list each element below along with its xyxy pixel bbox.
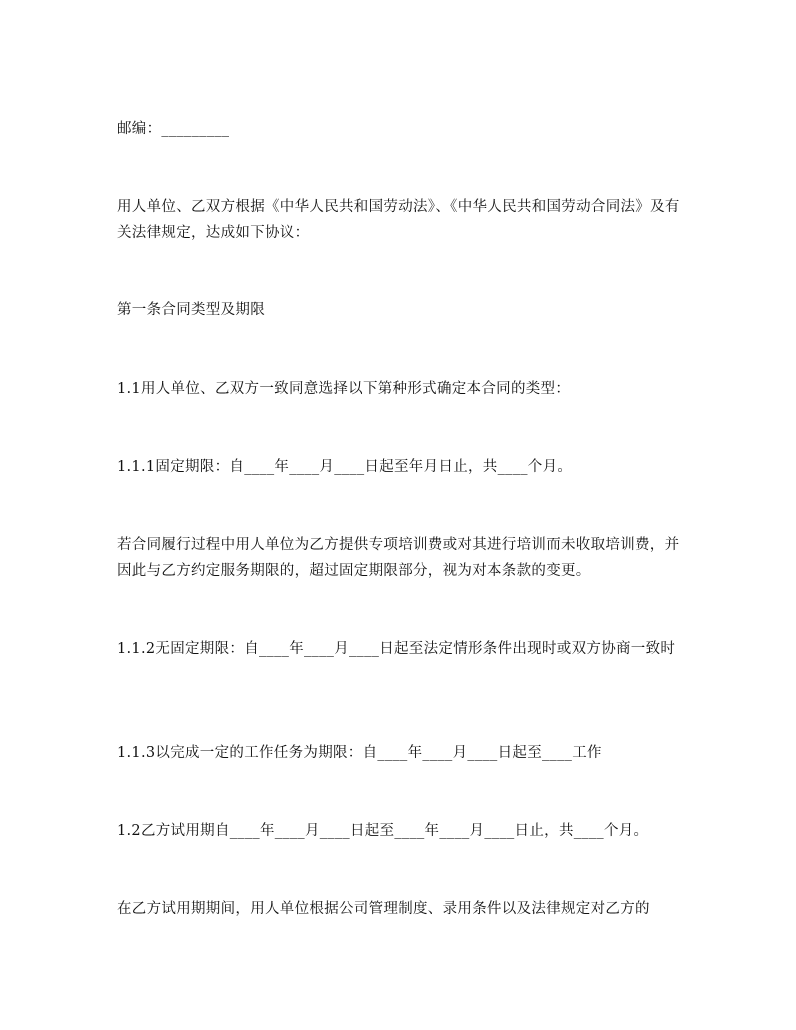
clause-1-2: 1.2乙方试用期自____年____月____日起至____年____月____日止，共____个月。: [117, 823, 649, 839]
article-1-heading: 第一条合同类型及期限: [117, 302, 265, 318]
training-service-paragraph: 若合同履行过程中用人单位为乙方提供专项培训费或对其进行培训而未收取培训费，并因此与乙方约定服务期限的，超过固定期限部分，视为对本条款的变更。: [117, 537, 680, 579]
clause-1-1-3: 1.1.3以完成一定的工作任务为期限：自____年____月____日起至____工作: [117, 745, 602, 761]
preamble-paragraph: 用人单位、乙双方根据《中华人民共和国劳动法》、《中华人民共和国劳动合同法》及有关法律规定，达成如下协议：: [117, 199, 680, 241]
clause-1-1: 1.1用人单位、乙双方一致同意选择以下第种形式确定本合同的类型：: [117, 381, 571, 397]
clause-1-1-1: 1.1.1固定期限：自____年____月____日起至年月日止，共____个月。: [117, 459, 573, 475]
probation-paragraph: 在乙方试用期期间，用人单位根据公司管理制度、录用条件以及法律规定对乙方的: [117, 901, 650, 917]
clause-1-1-2: 1.1.2无固定期限：自____年____月____日起至法定情形条件出现时或双方协商一致时: [117, 641, 676, 657]
postal-code-line: 邮编：_________: [117, 121, 230, 137]
